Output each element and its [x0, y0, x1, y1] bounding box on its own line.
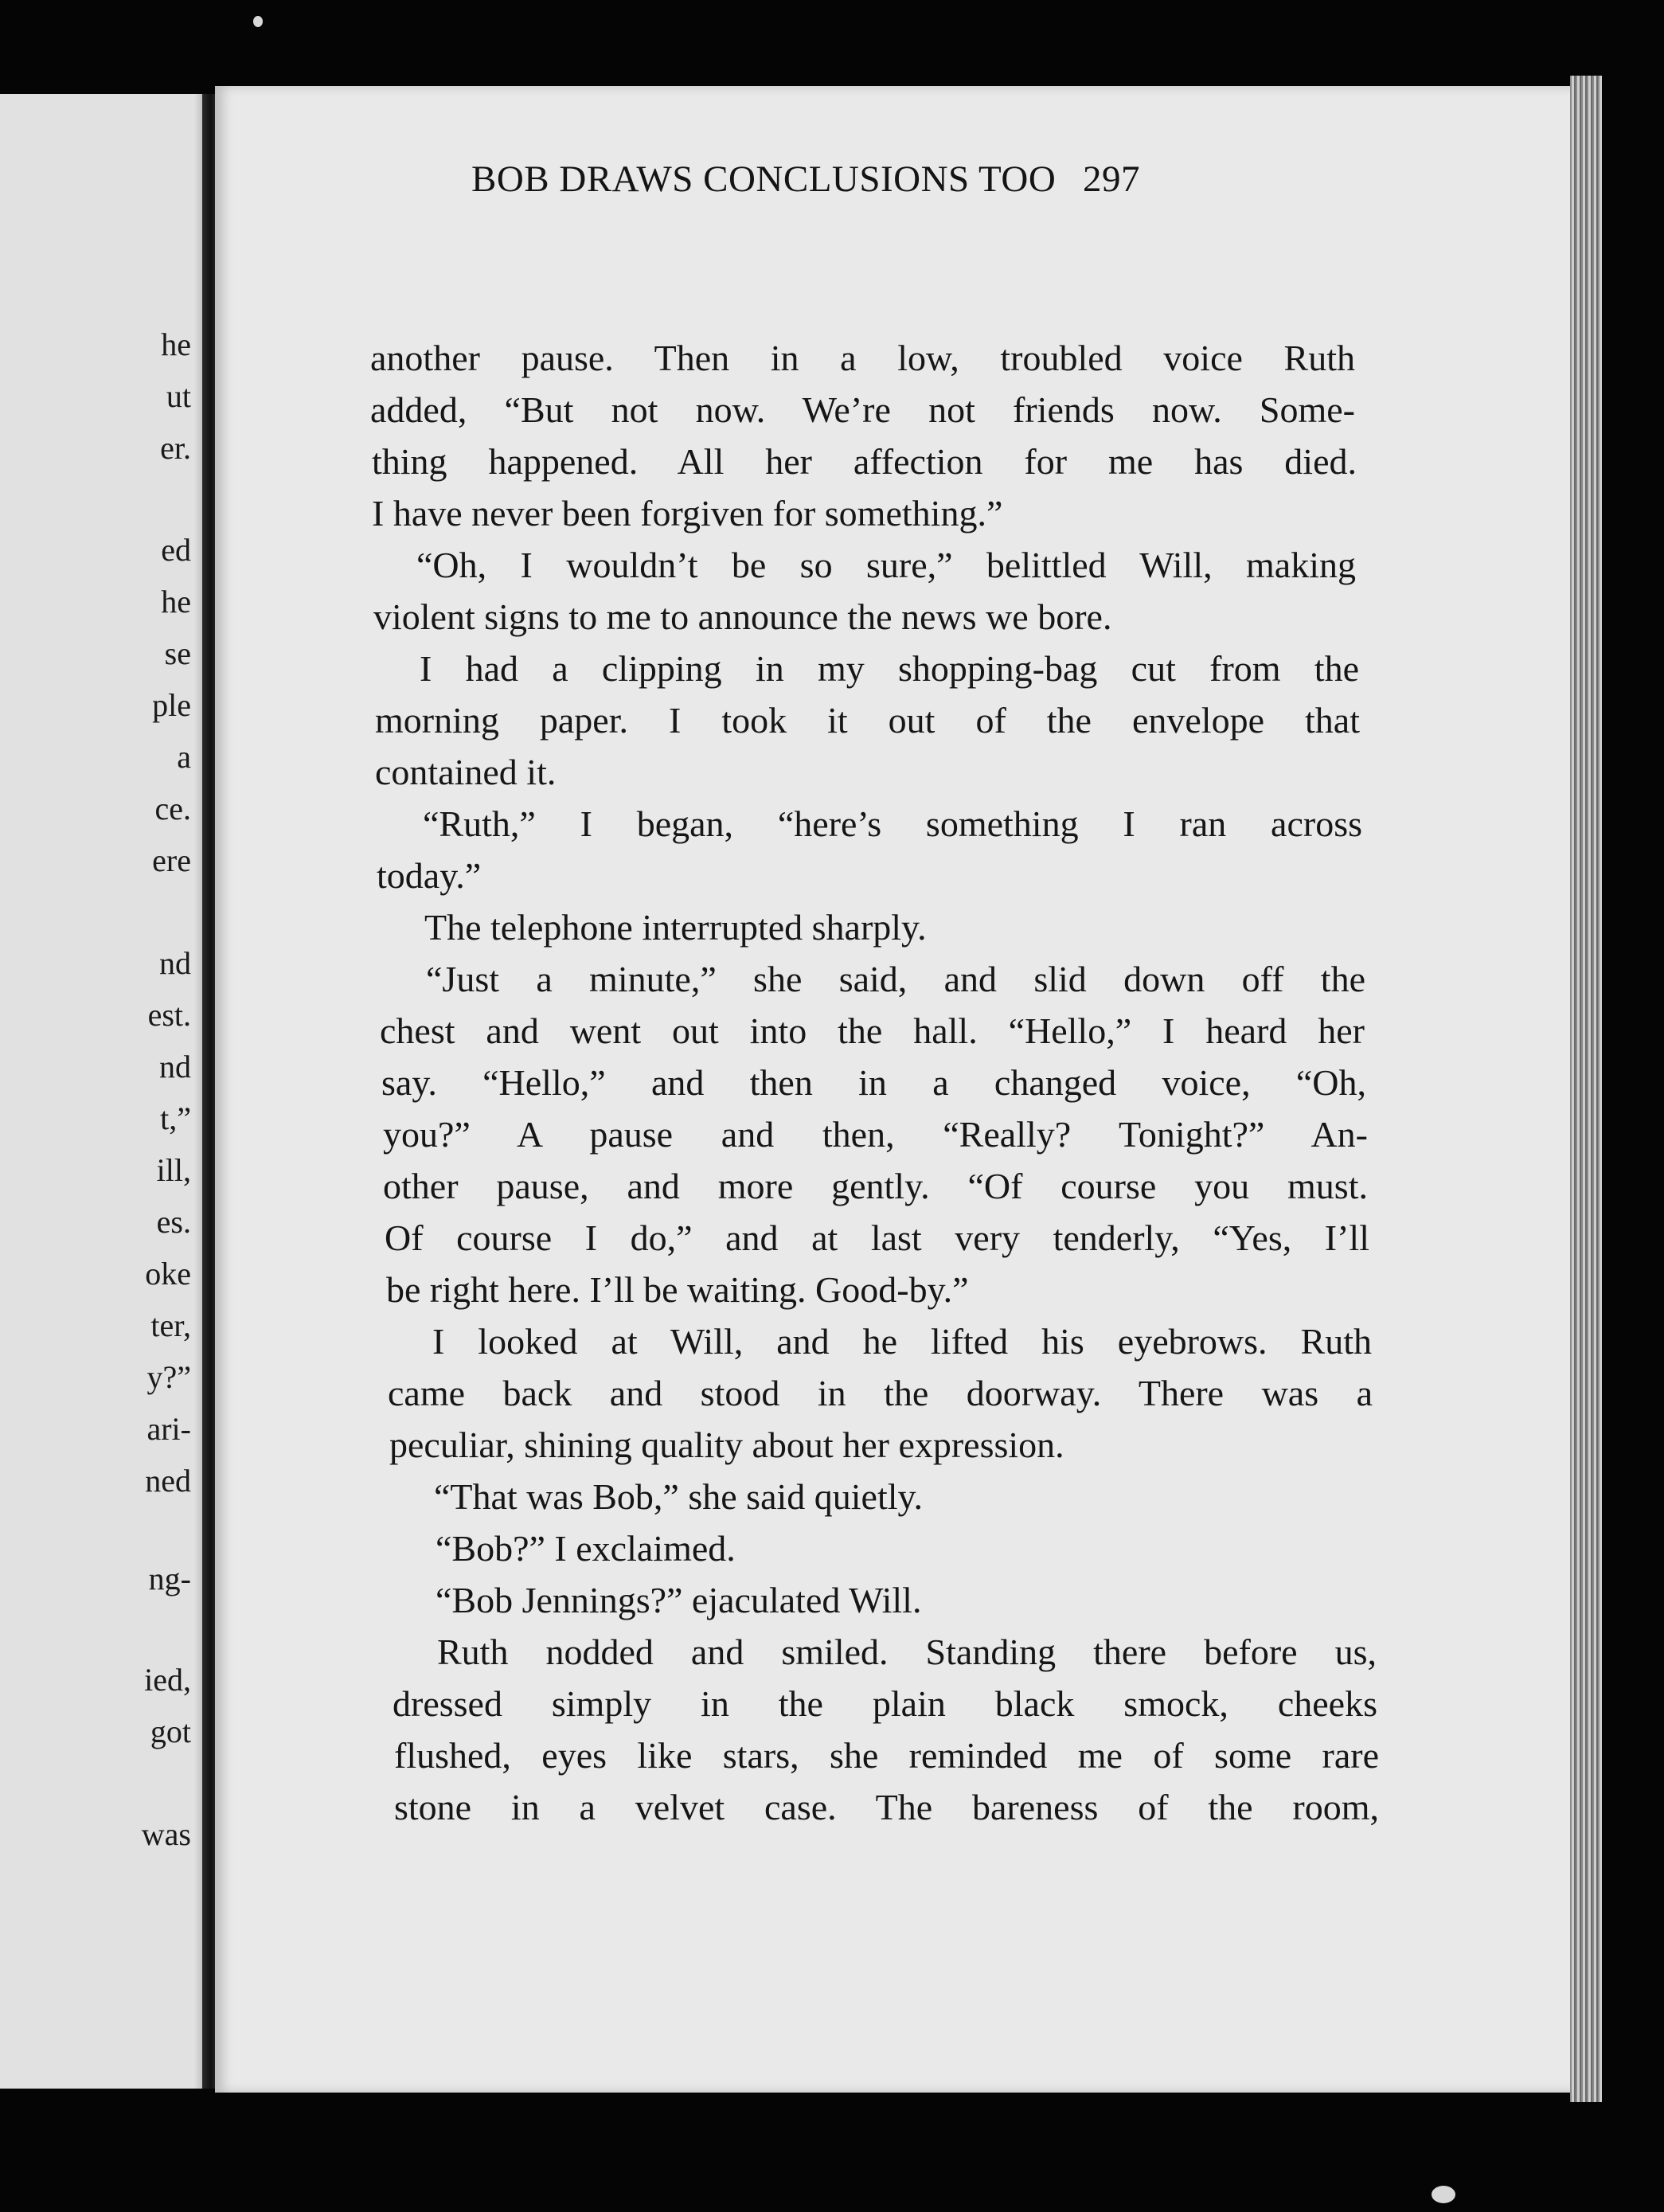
running-head — [256, 158, 1140, 221]
body-line: I looked at Will, and he lifted his eyebrows. Ruth — [432, 1321, 1372, 1362]
left-page-fragment: ter, — [150, 1307, 191, 1343]
body-line: I have never been forgiven for something.” — [372, 493, 1003, 533]
body-line: today.” — [377, 855, 482, 896]
body-line: say. “Hello,” and then in a changed voice, “Oh, — [381, 1062, 1366, 1103]
left-page-fragment: nd — [159, 945, 191, 981]
body-line: peculiar, shining quality about her expression. — [389, 1425, 1064, 1465]
left-page-fragment: got — [150, 1714, 191, 1749]
body-line: contained it. — [375, 752, 557, 792]
body-line: “Ruth,” I began, “here’s something I ran across — [423, 803, 1362, 844]
left-page-fragment: a — [177, 739, 191, 775]
body-line: thing happened. All her affection for me has died. — [372, 441, 1357, 482]
left-page-fragment: he — [161, 326, 191, 362]
left-page-fragment: oke — [145, 1256, 191, 1292]
left-page-fragment: he — [161, 584, 191, 619]
body-line: other pause, and more gently. “Of course you must. — [383, 1166, 1368, 1206]
chapter-title: BOB DRAWS CONCLUSIONS TOO — [471, 158, 1057, 200]
body-line: came back and stood in the doorway. There was a — [388, 1373, 1373, 1413]
scan-speck — [1432, 2186, 1455, 2203]
previous-page — [0, 94, 209, 2089]
left-page-fragment: ied, — [144, 1662, 191, 1698]
body-line: morning paper. I took it out of the envelope that — [375, 700, 1360, 741]
body-line: dressed simply in the plain black smock, cheeks — [393, 1683, 1377, 1724]
left-page-fragment: ut — [166, 378, 191, 414]
body-line: Ruth nodded and smiled. Standing there before us, — [437, 1632, 1377, 1672]
body-line: stone in a velvet case. The bareness of the room, — [394, 1787, 1379, 1827]
left-page-fragment: ple — [152, 687, 191, 723]
body-line: “Just a minute,” she said, and slid down off the — [426, 959, 1365, 999]
body-line: you?” A pause and then, “Really? Tonight?” An- — [383, 1114, 1368, 1155]
left-page-fragment: es. — [156, 1204, 191, 1240]
body-line: chest and went out into the hall. “Hello,” I heard her — [380, 1010, 1365, 1051]
left-page-fragment: ce. — [154, 791, 191, 827]
body-line: flushed, eyes like stars, she reminded me of some rare — [394, 1735, 1379, 1776]
body-line: “Oh, I wouldn’t be so sure,” belittled Will, making — [416, 545, 1356, 585]
left-page-fragment: ari- — [146, 1411, 191, 1447]
body-line: added, “But not now. We’re not friends now. Some- — [370, 389, 1355, 430]
left-page-fragment: ned — [145, 1463, 191, 1499]
body-line: Of course I do,” and at last very tenderly, “Yes, I’ll — [385, 1217, 1369, 1258]
body-line: The telephone interrupted sharply. — [424, 907, 927, 948]
left-page-fragment: se — [164, 635, 191, 671]
body-line: I had a clipping in my shopping-bag cut from the — [420, 648, 1359, 689]
left-page-fragment: t,” — [160, 1100, 191, 1136]
left-page-fragment: y?” — [146, 1359, 191, 1395]
body-line: violent signs to me to announce the news we bore. — [373, 596, 1112, 637]
left-page-fragment: er. — [160, 430, 191, 466]
scan-speck — [253, 16, 263, 27]
left-page-fragment: ill, — [156, 1152, 191, 1188]
body-line: “Bob Jennings?” ejaculated Will. — [436, 1580, 922, 1620]
left-page-fragment: ng- — [148, 1561, 191, 1596]
body-line: another pause. Then in a low, troubled voice Ruth — [370, 338, 1355, 378]
body-line: “That was Bob,” she said quietly. — [434, 1476, 924, 1517]
left-page-fragment: ed — [161, 532, 191, 568]
page-edges — [1570, 76, 1602, 2102]
page-number: 297 — [1083, 158, 1140, 200]
left-page-fragment: ere — [152, 842, 191, 878]
body-line: be right here. I’ll be waiting. Good-by.” — [386, 1269, 969, 1310]
left-page-fragment: nd — [159, 1049, 191, 1085]
left-page-fragment: est. — [147, 997, 191, 1033]
body-line: “Bob?” I exclaimed. — [436, 1528, 736, 1569]
left-page-fragment: was — [141, 1816, 191, 1852]
